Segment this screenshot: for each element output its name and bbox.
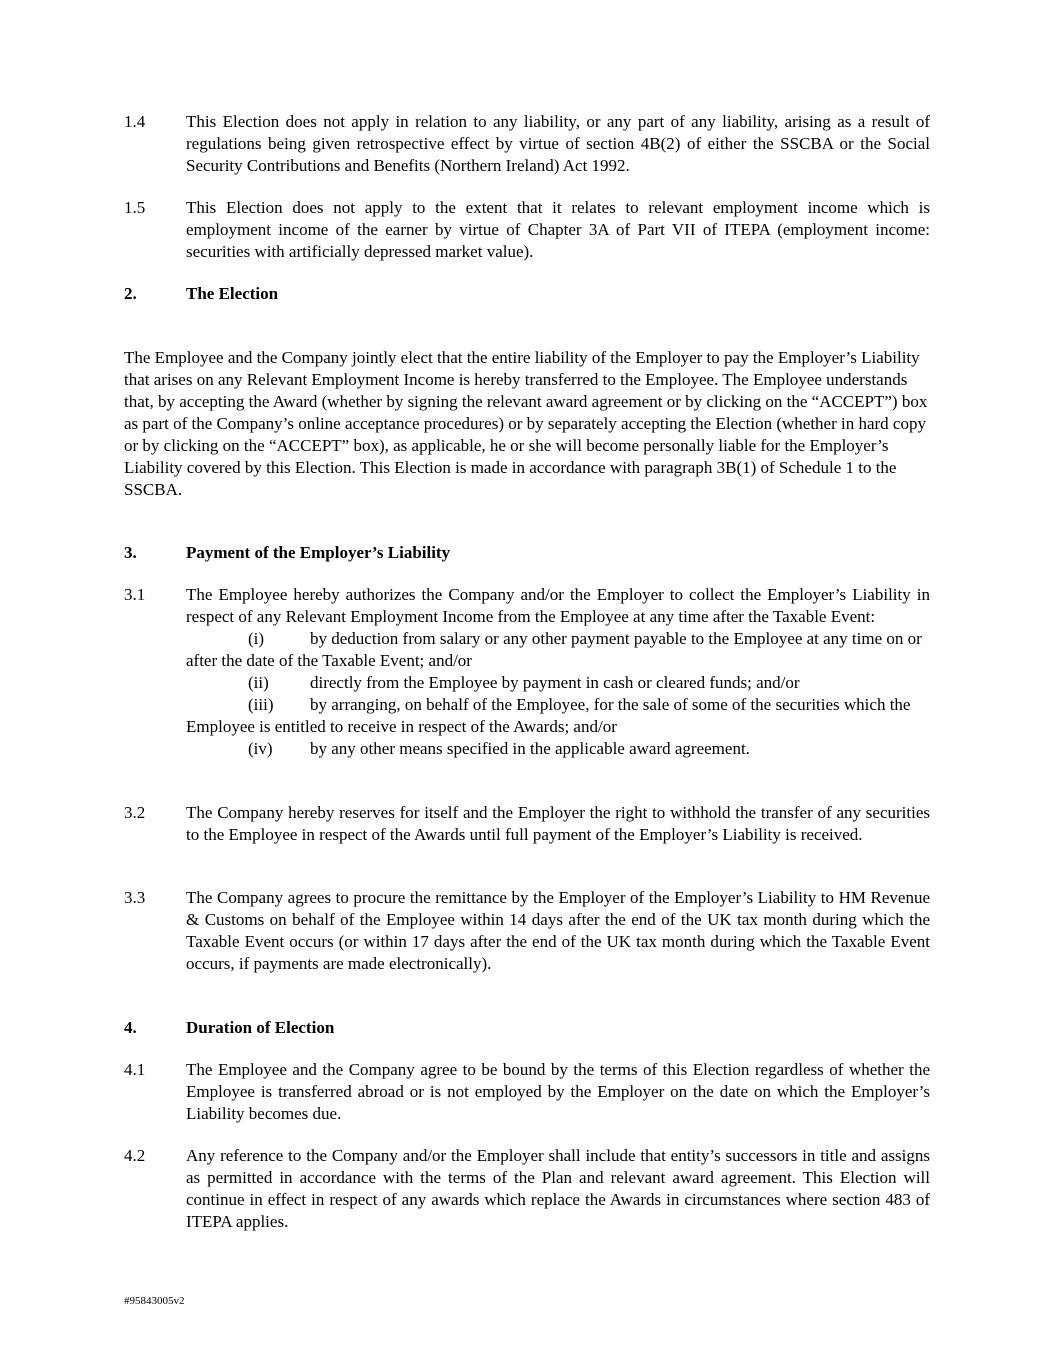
sub-item-text: by arranging, on behalf of the Employee, for the sale of some of the securities which the Employee is entitled to receive in respect of the Awards; and/or bbox=[186, 695, 911, 736]
clause-number: 1.4 bbox=[124, 112, 146, 131]
sub-item bbox=[186, 738, 930, 760]
sub-item-list bbox=[186, 628, 930, 760]
clause-1-5 bbox=[124, 197, 930, 263]
clause-1-4 bbox=[124, 111, 930, 177]
clause-number: 3.3 bbox=[124, 888, 146, 907]
clause-text: The Employee and the Company agree to be bound by the terms of this Election regardless of whether the Employee is transferred abroad or is not employed by the Employer on the date on which the Employer’s Liability becomes due. bbox=[186, 1060, 930, 1123]
clause-number: 3.1 bbox=[124, 585, 146, 604]
clause-text: This Election does not apply in relation to any liability, or any part of any liability, arising as a result of regulations being given retrospective effect by virtue of section 4B(2) of either the SSCBA or the Social Security Contributions and Benefits (Northern Ireland) Act 1992. bbox=[186, 112, 930, 175]
heading-number: 4. bbox=[124, 1018, 137, 1037]
sub-item-text: directly from the Employee by payment in cash or cleared funds; and/or bbox=[310, 673, 800, 692]
heading-title: Payment of the Employer’s Liability bbox=[186, 543, 451, 562]
document-id-footer: #95843005v2 bbox=[124, 1295, 185, 1307]
sub-item-number: (i) bbox=[248, 629, 265, 648]
clause-text: Any reference to the Company and/or the Employer shall include that entity’s successors in title and assigns as permitted in accordance with the terms of the Plan and relevant award agreement. This Election will continue in effect in respect of any awards which replace the Awards in circumstances where section 483 of ITEPA applies. bbox=[186, 1146, 930, 1231]
sub-item bbox=[186, 628, 930, 672]
clause-3-2 bbox=[124, 802, 930, 846]
clause-number: 1.5 bbox=[124, 198, 146, 217]
heading-3 bbox=[124, 542, 930, 564]
heading-number: 2. bbox=[124, 284, 137, 303]
heading-title: Duration of Election bbox=[186, 1018, 335, 1037]
heading-title: The Election bbox=[186, 284, 279, 303]
election-paragraph: The Employee and the Company jointly elect that the entire liability of the Employer to pay the Employer’s Liability that arises on any Relevant Employment Income is hereby transferred to the Employee. The Employee understands that, by accepting the Award (whether by signing the relevant award agreement or by clicking on the “ACCEPT”) box as part of the Company’s online acceptance procedures) or by separately accepting the Election (whether in hard copy or by clicking on the “ACCEPT” box), as applicable, he or she will become personally liable for the Employer’s Liability covered by this Election. This Election is made in accordance with paragraph 3B(1) of Schedule 1 to the SSCBA. bbox=[124, 348, 928, 499]
heading-4 bbox=[124, 1017, 930, 1039]
clause-3-1 bbox=[124, 584, 930, 760]
clause-text: The Employee hereby authorizes the Company and/or the Employer to collect the Employer’s Liability in respect of any Relevant Employment Income from the Employee at any time after the Taxable Event: bbox=[186, 585, 930, 626]
heading-2 bbox=[124, 283, 930, 305]
clause-number: 3.2 bbox=[124, 803, 146, 822]
clause-text: The Company hereby reserves for itself and the Employer the right to withhold the transfer of any securities to the Employee in respect of the Awards until full payment of the Employer’s Liability is received. bbox=[186, 803, 930, 844]
clause-3-3 bbox=[124, 887, 930, 975]
sub-item-text: by any other means specified in the applicable award agreement. bbox=[310, 739, 750, 758]
sub-item bbox=[186, 672, 930, 694]
clause-number: 4.2 bbox=[124, 1146, 146, 1165]
clause-number: 4.1 bbox=[124, 1060, 146, 1079]
clause-4-1 bbox=[124, 1059, 930, 1125]
clause-4-2 bbox=[124, 1145, 930, 1233]
sub-item-text: by deduction from salary or any other payment payable to the Employee at any time on or after the date of the Taxable Event; and/or bbox=[186, 629, 922, 670]
sub-item-number: (iv) bbox=[248, 739, 273, 758]
sub-item bbox=[186, 694, 930, 738]
sub-item-number: (iii) bbox=[248, 695, 274, 714]
sub-item-number: (ii) bbox=[248, 673, 269, 692]
clause-text: The Company agrees to procure the remittance by the Employer of the Employer’s Liability to HM Revenue & Customs on behalf of the Employee within 14 days after the end of the UK tax month during which the Taxable Event occurs (or within 17 days after the end of the UK tax month during which the Taxable Event occurs, if payments are made electronically). bbox=[186, 888, 930, 973]
clause-text: This Election does not apply to the extent that it relates to relevant employment income which is employment income of the earner by virtue of Chapter 3A of Part VII of ITEPA (employment income: securities with artificially depressed market value). bbox=[186, 198, 930, 261]
heading-number: 3. bbox=[124, 543, 137, 562]
